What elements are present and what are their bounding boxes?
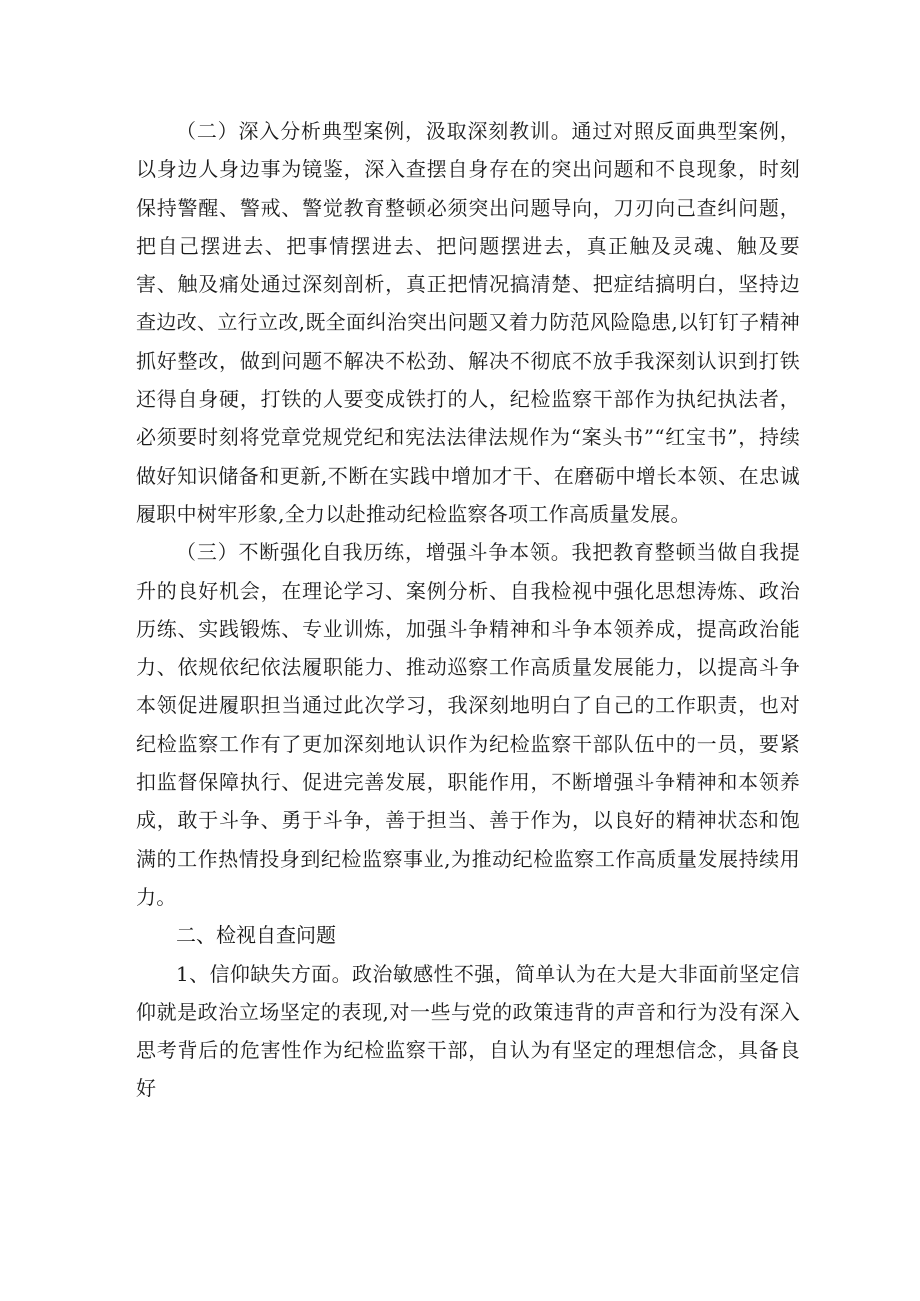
- paragraph-case-analysis: （二）深入分析典型案例，汲取深刻教训。通过对照反面典型案例，以身边人身边事为镜鉴，深入查摆自身存在的突出问题和不良现象，时刻保持警醒、警戒、警觉教育整顿必须突出问题导向，刀刃向己查纠问题，把自己摆进去、把事情摆进去、把问题摆进去，真正触及灵魂、触及要害、触及痛处通过深刻剖析，真正把情况搞清楚、把症结搞明白，坚持边查边改、立行立改,既全面纠治突出问题又着力防范风险隐患,以钉钉子精神抓好整改，做到问题不解决不松劲、解决不彻底不放手我深刻认识到打铁还得自身硬，打铁的人要变成铁打的人，纪检监察干部作为执纪执法者，必须要时刻将党章党规党纪和宪法法律法规作为“案头书”“红宝书”，持续做好知识储备和更新,不断在实践中增加才干、在磨砺中增长本领、在忠诚履职中树牢形象,全力以赴推动纪检监察各项工作高质量发展。: [136, 119, 800, 526]
- document-body: [136, 112, 800, 1108]
- paragraph-faith-issues: 1、信仰缺失方面。政治敏感性不强，简单认为在大是大非面前坚定信仰就是政治立场坚定的表现,对一些与党的政策违背的声音和行为没有深入思考背后的危害性作为纪检监察干部，自认为有坚定的理想信念，具备良好: [136, 961, 800, 1101]
- paragraph-self-training: （三）不断强化自我历练，增强斗争本领。我把教育整顿当做自我提升的良好机会，在理论学习、案例分析、自我检视中强化思想涛炼、政治历练、实践锻炼、专业训炼，加强斗争精神和斗争本领养成，提高政治能力、依规依纪依法履职能力、推动巡察工作高质量发展能力，以提高斗争本领促进履职担当通过此次学习，我深刻地明白了自己的工作职责，也对纪检监察工作有了更加深刻地认识作为纪检监察干部队伍中的一员，要紧扣监督保障执行、促进完善发展，职能作用，不断增强斗争精神和本领养成，敢于斗争、勇于斗争，善于担当、善于作为，以良好的精神状态和饱满的工作热情投身到纪检监察事业,为推动纪检监察工作高质量发展持续用力。: [136, 540, 800, 909]
- section-heading: 二、检视自查问题: [176, 923, 336, 948]
